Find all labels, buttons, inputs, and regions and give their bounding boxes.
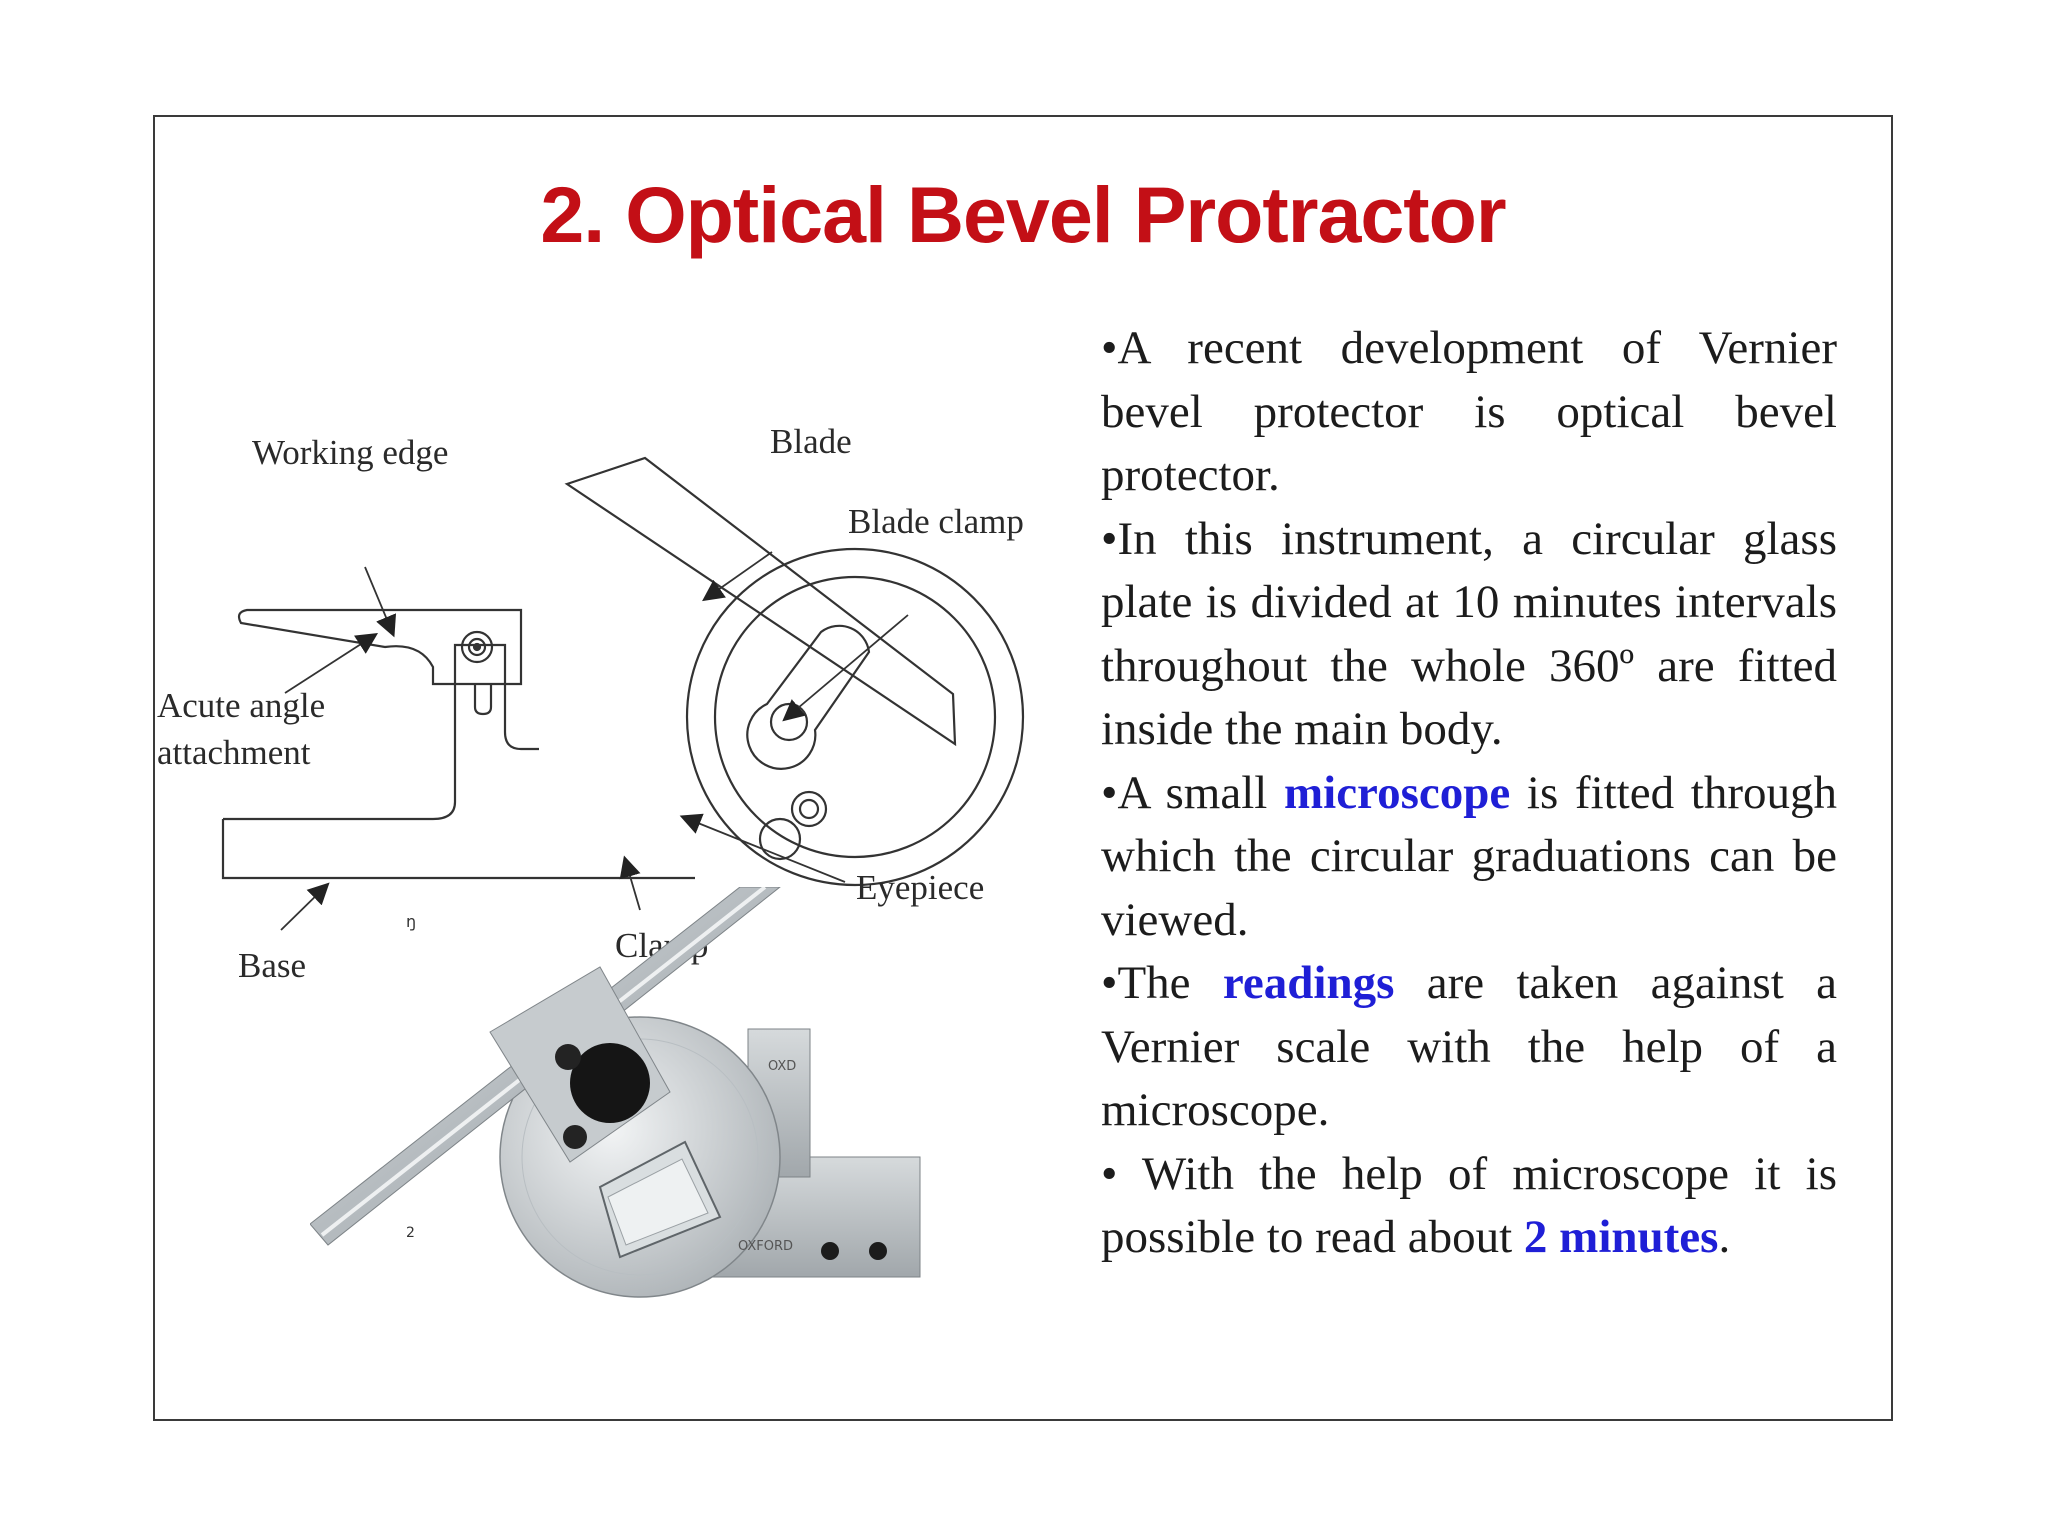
label-blade: Blade (770, 422, 852, 461)
eyepiece-shape (792, 792, 826, 826)
bullet-4: •The readings are taken against a Vernier scale with the help of a microscope. (1101, 957, 1837, 1136)
label-working-edge: Working edge (252, 433, 449, 472)
photo-sub-brand: OXD (768, 1059, 797, 1074)
label-acute-angle: Acute angle attachment (157, 686, 326, 773)
label-base: Base (238, 946, 307, 985)
highlight-readings: readings (1222, 957, 1395, 1009)
protractor-photo (310, 887, 1130, 1407)
highlight-2-minutes: 2 minutes (1523, 1211, 1719, 1263)
photo-brand: OXFORD (738, 1239, 794, 1254)
label-blade-clamp: Blade clamp (848, 502, 1024, 541)
bullet-3: •A small microscope is fitted through which the circular graduations can be viewed. (1101, 766, 1837, 946)
blade-clamp-shape (747, 626, 869, 769)
svg-text:2: 2 (406, 1225, 415, 1241)
label-clamp: Clamp (615, 926, 709, 965)
bullet-1: •A recent development of Vernier bevel protector is optical bevel protector. (1101, 322, 1837, 501)
bullet-2: •In this instrument, a circular glass plate is divided at 10 minutes intervals throughout the whole 360º are fitted inside the main body. (1101, 512, 1837, 755)
clamp-shape (760, 819, 800, 859)
slide-title: 2. Optical Bevel Protractor (540, 170, 1506, 259)
bullet-list (1101, 317, 1837, 1270)
label-eyepiece: Eyepiece (856, 868, 985, 907)
bullet-5: • With the help of microscope it is possible to read about 2 minutes. (1101, 1147, 1837, 1263)
highlight-microscope: microscope (1283, 766, 1511, 819)
slide (153, 115, 1893, 1421)
svg-text:ŋ: ŋ (406, 912, 417, 931)
